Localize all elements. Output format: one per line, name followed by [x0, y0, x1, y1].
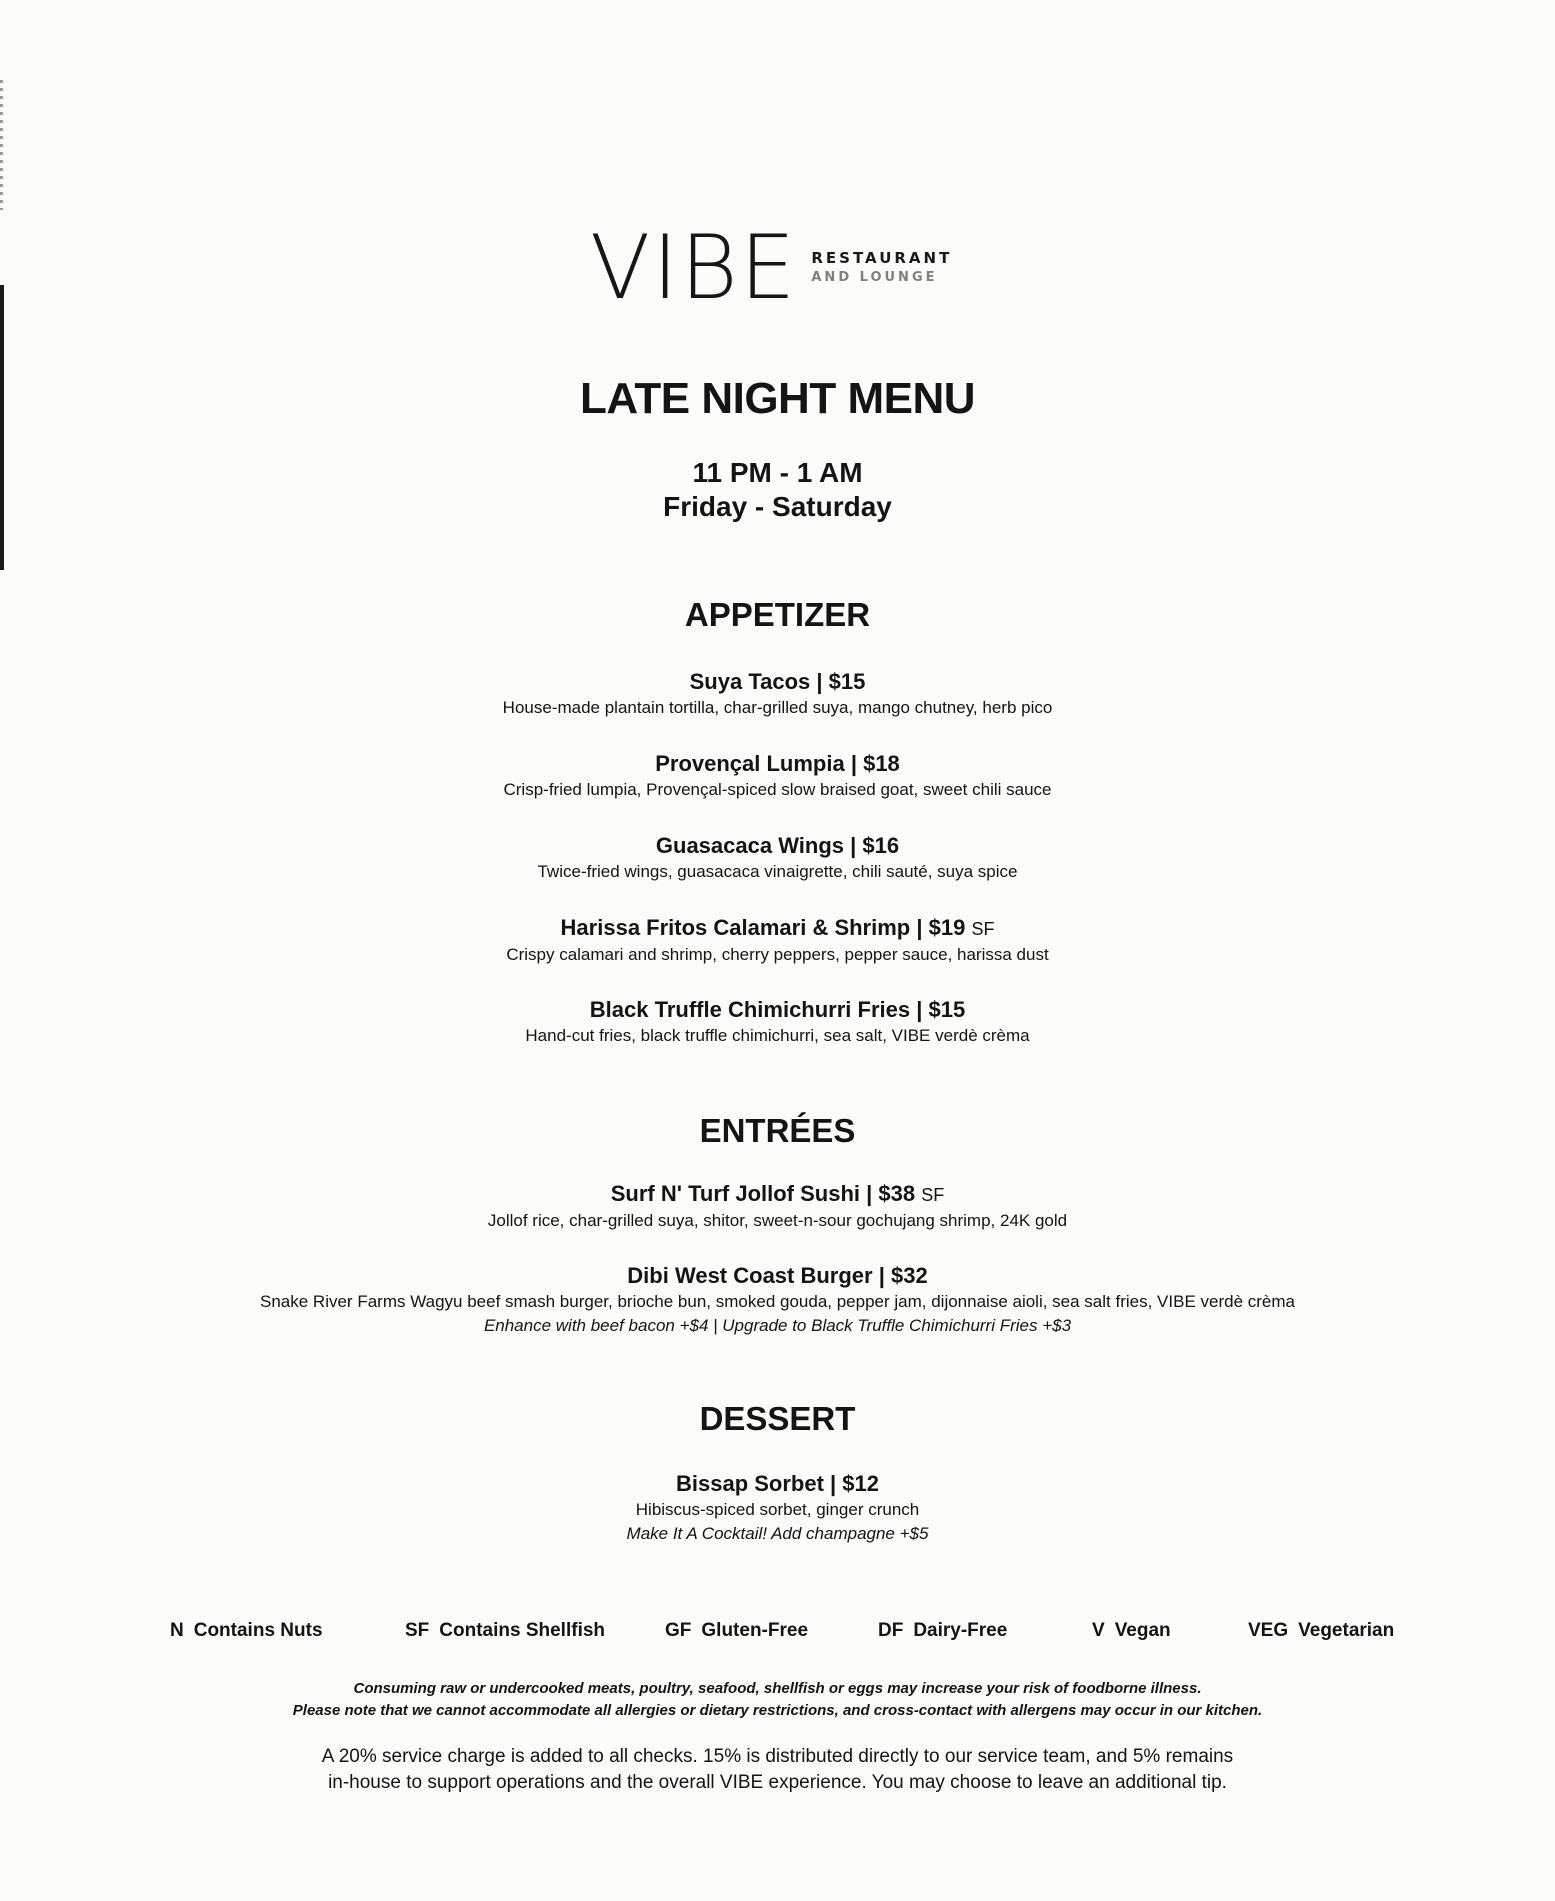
- legend-entry: [170, 1620, 323, 1642]
- dietary-legend: [0, 1620, 1555, 1650]
- food-safety-disclaimer: [0, 1678, 1555, 1722]
- item-note: Enhance with beef bacon +$4 | Upgrade to Black Truffle Chimichurri Fries +$3: [483, 1316, 1072, 1335]
- scan-artifact-edge: [0, 285, 4, 570]
- legend-code: SF: [405, 1620, 430, 1641]
- disclaimer-line: Please note that we cannot accommodate all allergies or dietary restrictions, and cross-contact with allergens may occur in our kitchen.: [292, 1702, 1263, 1719]
- item-name-text: Suya Tacos | $15: [689, 669, 866, 694]
- item-description: Crisp-fried lumpia, Provençal-spiced slow braised goat, sweet chili sauce: [503, 780, 1052, 799]
- hours-time: 11 PM - 1 AM: [692, 457, 863, 488]
- legend-entry: [405, 1620, 605, 1642]
- item-description: Jollof rice, char-grilled suya, shitor, sweet-n-sour gochujang shrimp, 24K gold: [487, 1211, 1068, 1230]
- item-name: [0, 914, 1555, 943]
- service-charge-note: [0, 1744, 1555, 1796]
- disclaimer-line: Consuming raw or undercooked meats, poultry, seafood, shellfish or eggs may increase your risk of foodborne illness.: [353, 1680, 1202, 1697]
- logo-subtitle-line1: RESTAURANT: [811, 249, 953, 267]
- menu-item: [0, 668, 1555, 720]
- menu-item: [0, 832, 1555, 884]
- item-name-text: Dibi West Coast Burger | $32: [627, 1263, 928, 1288]
- service-charge-line: in-house to support operations and the overall VIBE experience. You may choose to leave an additional tip.: [328, 1772, 1227, 1793]
- menu-item: [0, 1470, 1555, 1545]
- logo-wordmark: VIBE: [590, 216, 798, 319]
- item-description: Hibiscus-spiced sorbet, ginger crunch: [635, 1500, 920, 1519]
- service-charge-line: A 20% service charge is added to all checks. 15% is distributed directly to our service team, and 5% remains: [321, 1746, 1234, 1767]
- legend-code: GF: [665, 1620, 692, 1641]
- item-name: [0, 996, 1555, 1024]
- item-description: Hand-cut fries, black truffle chimichurri, sea salt, VIBE verdè crèma: [525, 1026, 1030, 1045]
- menu-item: [0, 750, 1555, 802]
- legend-label: Vegan: [1114, 1620, 1171, 1641]
- item-name: [0, 750, 1555, 778]
- menu-item: [0, 1262, 1555, 1337]
- section-title-appetizer: APPETIZER: [684, 596, 871, 633]
- item-name-text: Black Truffle Chimichurri Fries | $15: [589, 997, 966, 1022]
- menu-item: [0, 996, 1555, 1048]
- legend-label: Vegetarian: [1298, 1620, 1395, 1641]
- legend-entry: [878, 1620, 1007, 1642]
- legend-label: Gluten-Free: [701, 1620, 809, 1641]
- item-name: [0, 668, 1555, 696]
- item-name-text: Guasacaca Wings | $16: [655, 833, 900, 858]
- item-description: Crispy calamari and shrimp, cherry peppers, pepper sauce, harissa dust: [506, 945, 1049, 964]
- item-note: Make It A Cocktail! Add champagne +$5: [626, 1524, 929, 1543]
- item-name: [0, 1470, 1555, 1498]
- logo-subtitle: [811, 249, 952, 287]
- item-name-text: Harissa Fritos Calamari & Shrimp | $19: [560, 915, 966, 940]
- item-name: [0, 1262, 1555, 1290]
- legend-code: VEG: [1248, 1620, 1289, 1641]
- item-name-text: Bissap Sorbet | $12: [675, 1471, 880, 1496]
- legend-label: Dairy-Free: [913, 1620, 1008, 1641]
- scan-artifact-top: [0, 80, 3, 210]
- allergen-tag: SF: [921, 1185, 945, 1205]
- section-title-entrees: ENTRÉES: [699, 1112, 856, 1149]
- menu-title: LATE NIGHT MENU: [580, 374, 975, 423]
- item-description: Twice-fried wings, guasacaca vinaigrette, chili sauté, suya spice: [537, 862, 1018, 881]
- legend-label: Contains Shellfish: [439, 1620, 606, 1641]
- legend-code: N: [170, 1620, 184, 1641]
- item-name-text: Surf N' Turf Jollof Sushi | $38: [610, 1181, 916, 1206]
- hours-days: Friday - Saturday: [663, 491, 892, 522]
- menu-item: [0, 914, 1555, 967]
- allergen-tag: SF: [971, 919, 995, 939]
- menu-hours: [0, 456, 1555, 524]
- item-description: House-made plantain tortilla, char-grilled suya, mango chutney, herb pico: [502, 698, 1053, 717]
- legend-entry: [665, 1620, 808, 1642]
- legend-code: V: [1092, 1620, 1105, 1641]
- item-name: [0, 1180, 1555, 1209]
- logo-subtitle-line2: AND LOUNGE: [811, 270, 938, 285]
- legend-entry: [1092, 1620, 1171, 1642]
- legend-entry: [1248, 1620, 1394, 1642]
- item-description: Snake River Farms Wagyu beef smash burger, brioche bun, smoked gouda, pepper jam, dijonnaise aioli, sea salt fries, VIBE verdè crèma: [260, 1292, 1295, 1311]
- menu-item: [0, 1180, 1555, 1233]
- vibe-logo: [590, 216, 953, 319]
- legend-code: DF: [878, 1620, 904, 1641]
- item-name-text: Provençal Lumpia | $18: [655, 751, 900, 776]
- item-name: [0, 832, 1555, 860]
- section-title-dessert: DESSERT: [699, 1400, 856, 1437]
- legend-label: Contains Nuts: [193, 1620, 323, 1641]
